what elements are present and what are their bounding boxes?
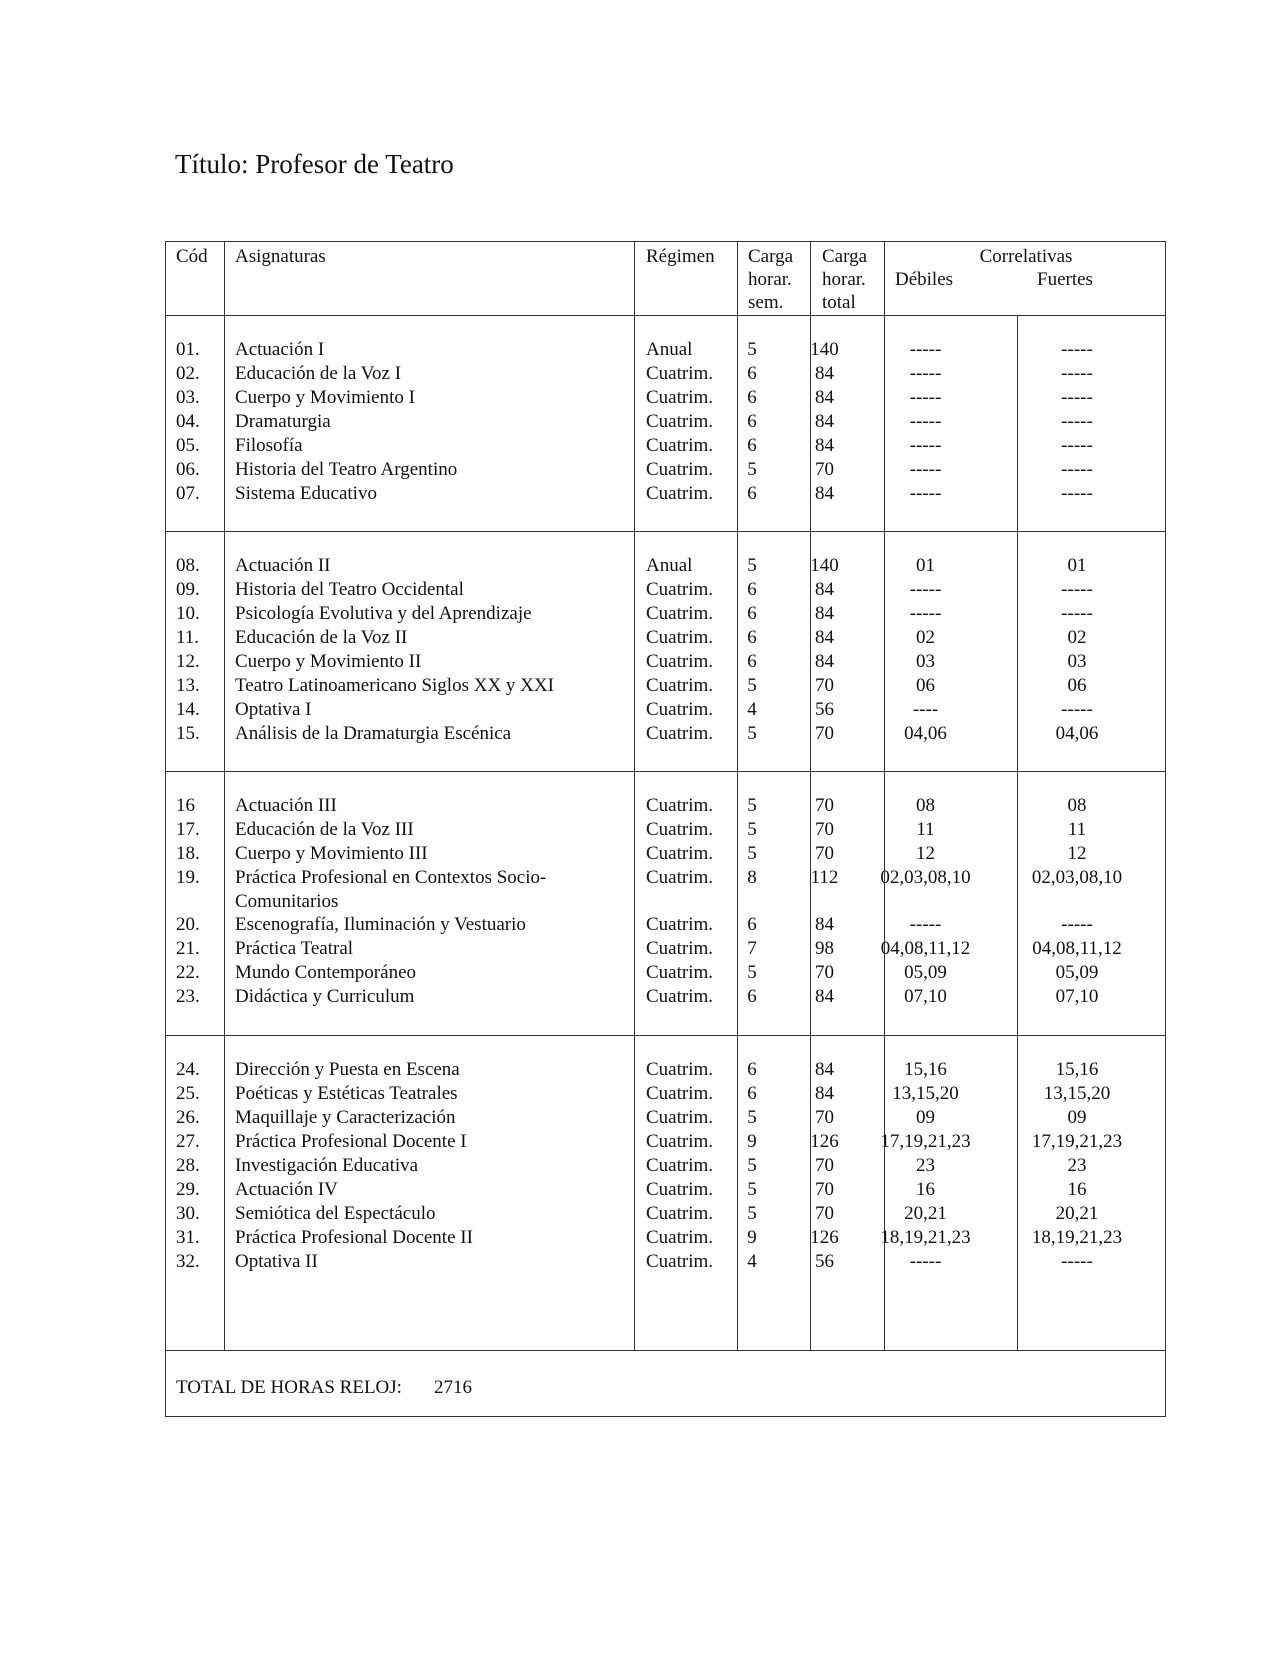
cell-regimen: Cuatrim. — [646, 651, 714, 672]
cell-asignatura: Investigación Educativa — [235, 1155, 419, 1176]
cell-fuertes: ----- — [1061, 579, 1093, 600]
table-row — [166, 818, 1167, 842]
cell-fuertes: ----- — [1061, 914, 1093, 935]
cell-carga-total: 70 — [815, 1107, 834, 1128]
cell-carga-total: 70 — [815, 1155, 834, 1176]
cell-fuertes: ----- — [1061, 699, 1093, 720]
cell-cod: 08. — [176, 555, 200, 576]
total-hours-label: TOTAL DE HORAS RELOJ: — [176, 1377, 402, 1398]
cell-asignatura: Didáctica y Curriculum — [235, 986, 415, 1007]
cell-cod: 15. — [176, 723, 200, 744]
cell-debiles: 23 — [916, 1155, 935, 1176]
table-row — [166, 1178, 1167, 1202]
table-row — [166, 602, 1167, 626]
cell-fuertes: 03 — [1067, 651, 1087, 672]
cell-asignatura: Educación de la Voz III — [235, 819, 414, 840]
cell-fuertes: 08 — [1067, 795, 1087, 816]
table-row — [166, 410, 1167, 434]
section-year-2 — [166, 554, 1167, 746]
cell-cod: 20. — [176, 914, 200, 935]
cell-carga-sem: 6 — [747, 363, 757, 384]
cell-carga-total: 84 — [815, 651, 834, 672]
header-asignaturas: Asignaturas — [235, 246, 326, 267]
section-year-3 — [166, 794, 1167, 1009]
cell-cod: 29. — [176, 1179, 200, 1200]
cell-regimen: Cuatrim. — [646, 986, 714, 1007]
cell-cod: 04. — [176, 411, 200, 432]
cell-debiles: ----- — [909, 459, 942, 480]
cell-asignatura: Práctica Profesional Docente I — [235, 1131, 467, 1152]
cell-carga-sem: 9 — [747, 1227, 757, 1248]
table-row — [166, 338, 1167, 362]
section-divider-2 — [166, 771, 1166, 772]
cell-fuertes: 23 — [1067, 1155, 1087, 1176]
cell-debiles: 04,06 — [904, 723, 947, 744]
cell-carga-sem: 6 — [747, 435, 757, 456]
cell-regimen: Cuatrim. — [646, 723, 714, 744]
cell-asignatura: Cuerpo y Movimiento III — [235, 843, 428, 864]
cell-carga-total: 84 — [815, 363, 834, 384]
table-row — [166, 578, 1167, 602]
table-row — [166, 458, 1167, 482]
cell-asignatura: Actuación IV — [235, 1179, 338, 1200]
cell-regimen: Cuatrim. — [646, 843, 714, 864]
cell-regimen: Cuatrim. — [646, 938, 714, 959]
cell-debiles: 12 — [916, 843, 935, 864]
cell-carga-sem: 6 — [747, 1059, 757, 1080]
cell-cod: 17. — [176, 819, 200, 840]
cell-carga-total: 56 — [815, 1251, 834, 1272]
cell-carga-sem: 5 — [747, 1203, 757, 1224]
cell-debiles: ----- — [909, 483, 942, 504]
table-row — [166, 674, 1167, 698]
cell-debiles: ----- — [909, 435, 942, 456]
cell-fuertes: 18,19,21,23 — [1031, 1227, 1123, 1248]
cell-regimen: Cuatrim. — [646, 1131, 714, 1152]
cell-regimen: Anual — [646, 339, 693, 360]
total-hours — [176, 1376, 472, 1400]
cell-debiles: ----- — [909, 363, 942, 384]
cell-asignatura: Actuación I — [235, 339, 325, 360]
cell-asignatura: Optativa II — [235, 1251, 318, 1272]
cell-carga-sem: 5 — [747, 1155, 757, 1176]
cell-asignatura: Psicología Evolutiva y del Aprendizaje — [235, 603, 532, 624]
cell-cod: 14. — [176, 699, 200, 720]
cell-debiles: 06 — [916, 675, 935, 696]
table-row — [166, 650, 1167, 674]
cell-debiles: ----- — [909, 339, 942, 360]
cell-regimen: Cuatrim. — [646, 435, 714, 456]
cell-debiles: 02 — [916, 627, 935, 648]
table-row — [166, 362, 1167, 386]
table-row — [166, 554, 1167, 578]
cell-asignatura: Práctica Profesional Docente II — [235, 1227, 473, 1248]
cell-debiles: ---- — [912, 699, 939, 720]
cell-regimen: Cuatrim. — [646, 1155, 714, 1176]
cell-debiles: 03 — [916, 651, 935, 672]
header-carga-sem: Carga horar. sem. — [748, 246, 794, 313]
cell-asignatura: Dramaturgia — [235, 411, 331, 432]
section-divider-1 — [166, 531, 1166, 532]
table-row — [166, 386, 1167, 410]
cell-regimen: Cuatrim. — [646, 1059, 714, 1080]
cell-cod: 06. — [176, 459, 200, 480]
cell-carga-total: 70 — [815, 795, 834, 816]
cell-carga-total: 126 — [810, 1227, 839, 1248]
cell-carga-sem: 6 — [747, 387, 757, 408]
cell-debiles: ----- — [909, 411, 942, 432]
cell-asignatura: Actuación III — [235, 795, 337, 816]
cell-fuertes: 07,10 — [1055, 986, 1099, 1007]
cell-cod: 32. — [176, 1251, 200, 1272]
cell-regimen: Cuatrim. — [646, 867, 714, 888]
cell-carga-total: 140 — [810, 555, 839, 576]
cell-cod: 12. — [176, 651, 200, 672]
cell-debiles: 15,16 — [904, 1059, 947, 1080]
cell-debiles: ----- — [909, 603, 942, 624]
cell-regimen: Cuatrim. — [646, 1203, 714, 1224]
cell-carga-sem: 7 — [747, 938, 757, 959]
cell-regimen: Cuatrim. — [646, 962, 714, 983]
cell-carga-sem: 5 — [747, 459, 757, 480]
cell-debiles: 07,10 — [904, 986, 947, 1007]
cell-carga-sem: 9 — [747, 1131, 757, 1152]
cell-debiles: 13,15,20 — [892, 1083, 959, 1104]
cell-fuertes: 09 — [1067, 1107, 1087, 1128]
cell-cod: 23. — [176, 986, 200, 1007]
cell-cod: 18. — [176, 843, 200, 864]
table-row — [166, 794, 1167, 818]
cell-asignatura: Maquillaje y Caracterización — [235, 1107, 456, 1128]
cell-carga-total: 70 — [815, 819, 834, 840]
table-row — [166, 913, 1167, 937]
section-divider-3 — [166, 1035, 1166, 1036]
cell-cod: 30. — [176, 1203, 200, 1224]
cell-carga-sem: 5 — [747, 555, 757, 576]
cell-carga-sem: 6 — [747, 986, 757, 1007]
cell-carga-total: 70 — [815, 459, 834, 480]
cell-fuertes: 11 — [1067, 819, 1087, 840]
cell-regimen: Cuatrim. — [646, 387, 714, 408]
cell-carga-total: 70 — [815, 843, 834, 864]
cell-cod: 03. — [176, 387, 200, 408]
cell-carga-sem: 5 — [747, 819, 757, 840]
table-row — [166, 842, 1167, 866]
cell-cod: 22. — [176, 962, 200, 983]
cell-fuertes: ----- — [1061, 603, 1093, 624]
table-row — [166, 698, 1167, 722]
cell-cod: 21. — [176, 938, 200, 959]
table-row — [166, 626, 1167, 650]
header-debiles: Débiles — [895, 269, 954, 290]
table-row — [166, 1082, 1167, 1106]
cell-cod: 31. — [176, 1227, 200, 1248]
cell-carga-total: 70 — [815, 675, 834, 696]
cell-carga-total: 84 — [815, 387, 834, 408]
cell-carga-sem: 6 — [747, 411, 757, 432]
cell-regimen: Cuatrim. — [646, 603, 714, 624]
table-row — [166, 722, 1167, 746]
cell-asignatura: Sistema Educativo — [235, 483, 377, 504]
cell-carga-sem: 6 — [747, 1083, 757, 1104]
cell-cod: 02. — [176, 363, 200, 384]
cell-debiles: 18,19,21,23 — [880, 1227, 971, 1248]
header-cod: Cód — [176, 246, 208, 267]
cell-fuertes: 13,15,20 — [1043, 1083, 1111, 1104]
cell-carga-total: 84 — [815, 914, 834, 935]
cell-carga-total: 84 — [815, 579, 834, 600]
table-row — [166, 1202, 1167, 1226]
cell-carga-sem: 5 — [747, 1179, 757, 1200]
cell-carga-total: 84 — [815, 483, 834, 504]
cell-carga-sem: 6 — [747, 651, 757, 672]
cell-carga-sem: 6 — [747, 627, 757, 648]
cell-debiles: 01 — [916, 555, 935, 576]
cell-carga-total: 56 — [815, 699, 834, 720]
cell-asignatura: Optativa I — [235, 699, 312, 720]
cell-carga-sem: 5 — [747, 1107, 757, 1128]
cell-carga-total: 84 — [815, 1083, 834, 1104]
cell-cod: 25. — [176, 1083, 200, 1104]
cell-debiles: 17,19,21,23 — [880, 1131, 971, 1152]
cell-carga-sem: 6 — [747, 579, 757, 600]
cell-cod: 16 — [176, 795, 195, 816]
table-row — [166, 1226, 1167, 1250]
section-year-1 — [166, 338, 1167, 506]
cell-asignatura: Análisis de la Dramaturgia Escénica — [235, 723, 512, 744]
cell-regimen: Cuatrim. — [646, 675, 714, 696]
cell-carga-total: 70 — [815, 1179, 834, 1200]
cell-regimen: Cuatrim. — [646, 411, 714, 432]
table-row — [166, 434, 1167, 458]
cell-carga-total: 84 — [815, 435, 834, 456]
cell-asignatura: Práctica Profesional en Contextos Socio-Comunitarios — [235, 867, 547, 912]
cell-cod: 09. — [176, 579, 200, 600]
cell-asignatura: Práctica Teatral — [235, 938, 354, 959]
cell-regimen: Cuatrim. — [646, 1179, 714, 1200]
study-plan-table — [165, 241, 1166, 1417]
cell-carga-sem: 4 — [747, 1251, 757, 1272]
cell-cod: 24. — [176, 1059, 200, 1080]
cell-carga-total: 140 — [810, 339, 839, 360]
cell-regimen: Anual — [646, 555, 693, 576]
cell-debiles: 20,21 — [904, 1203, 947, 1224]
table-row — [166, 1154, 1167, 1178]
cell-carga-sem: 5 — [747, 795, 757, 816]
cell-debiles: 02,03,08,10 — [880, 867, 971, 888]
table-row — [166, 937, 1167, 961]
cell-regimen: Cuatrim. — [646, 1107, 714, 1128]
cell-fuertes: 17,19,21,23 — [1031, 1131, 1123, 1152]
cell-fuertes: ----- — [1061, 387, 1093, 408]
cell-carga-total: 84 — [815, 1059, 834, 1080]
cell-carga-total: 84 — [815, 986, 834, 1007]
cell-fuertes: 01 — [1067, 555, 1087, 576]
cell-carga-sem: 8 — [747, 867, 757, 888]
cell-carga-total: 126 — [810, 1131, 839, 1152]
cell-fuertes: ----- — [1061, 363, 1093, 384]
cell-regimen: Cuatrim. — [646, 483, 714, 504]
cell-fuertes: 04,06 — [1055, 723, 1099, 744]
cell-cod: 11. — [176, 627, 200, 648]
cell-fuertes: ----- — [1061, 339, 1093, 360]
table-row — [166, 985, 1167, 1009]
cell-regimen: Cuatrim. — [646, 699, 714, 720]
cell-carga-total: 70 — [815, 962, 834, 983]
table-row — [166, 482, 1167, 506]
cell-asignatura: Teatro Latinoamericano Siglos XX y XXI — [235, 675, 554, 696]
cell-fuertes: ----- — [1061, 459, 1093, 480]
cell-debiles: ----- — [909, 914, 942, 935]
cell-fuertes: 06 — [1067, 675, 1087, 696]
cell-debiles: 04,08,11,12 — [880, 938, 971, 959]
footer-divider — [166, 1350, 1166, 1351]
header-divider — [166, 315, 1166, 316]
cell-regimen: Cuatrim. — [646, 459, 714, 480]
cell-regimen: Cuatrim. — [646, 1083, 714, 1104]
total-hours-value: 2716 — [433, 1377, 472, 1398]
cell-carga-total: 84 — [815, 603, 834, 624]
header-carga-total: Carga horar. total — [822, 246, 868, 313]
cell-asignatura: Historia del Teatro Argentino — [235, 459, 458, 480]
cell-fuertes: 20,21 — [1055, 1203, 1099, 1224]
cell-carga-sem: 6 — [747, 483, 757, 504]
cell-cod: 07. — [176, 483, 200, 504]
cell-asignatura: Dirección y Puesta en Escena — [235, 1059, 460, 1080]
cell-fuertes: 12 — [1067, 843, 1087, 864]
cell-debiles: 09 — [916, 1107, 935, 1128]
cell-asignatura: Filosofía — [235, 435, 303, 456]
cell-debiles: 16 — [916, 1179, 935, 1200]
cell-cod: 01. — [176, 339, 200, 360]
cell-debiles: ----- — [909, 387, 942, 408]
cell-asignatura: Cuerpo y Movimiento II — [235, 651, 422, 672]
cell-fuertes: ----- — [1061, 483, 1093, 504]
cell-fuertes: 02 — [1067, 627, 1087, 648]
cell-cod: 10. — [176, 603, 200, 624]
table-row — [166, 1058, 1167, 1082]
table-row — [166, 1130, 1167, 1154]
cell-carga-total: 112 — [810, 867, 839, 888]
cell-asignatura: Cuerpo y Movimiento I — [235, 387, 415, 408]
cell-debiles: ----- — [909, 1251, 942, 1272]
cell-debiles: 05,09 — [904, 962, 947, 983]
cell-cod: 05. — [176, 435, 200, 456]
cell-regimen: Cuatrim. — [646, 1227, 714, 1248]
cell-asignatura: Educación de la Voz I — [235, 363, 402, 384]
cell-fuertes: ----- — [1061, 1251, 1093, 1272]
cell-asignatura: Educación de la Voz II — [235, 627, 408, 648]
cell-asignatura: Semiótica del Espectáculo — [235, 1203, 436, 1224]
cell-asignatura: Poéticas y Estéticas Teatrales — [235, 1083, 458, 1104]
cell-carga-sem: 6 — [747, 914, 757, 935]
cell-carga-total: 84 — [815, 411, 834, 432]
cell-fuertes: 15,16 — [1055, 1059, 1099, 1080]
header-correlativas: Correlativas — [979, 246, 1073, 267]
cell-regimen: Cuatrim. — [646, 819, 714, 840]
cell-carga-sem: 4 — [747, 699, 757, 720]
cell-carga-sem: 5 — [747, 843, 757, 864]
cell-cod: 13. — [176, 675, 200, 696]
cell-debiles: ----- — [909, 579, 942, 600]
cell-carga-sem: 5 — [747, 962, 757, 983]
cell-fuertes: 05,09 — [1055, 962, 1099, 983]
cell-fuertes: ----- — [1061, 411, 1093, 432]
cell-carga-total: 70 — [815, 1203, 834, 1224]
cell-regimen: Cuatrim. — [646, 795, 714, 816]
cell-cod: 28. — [176, 1155, 200, 1176]
table-row — [166, 866, 1167, 913]
cell-debiles: 08 — [916, 795, 935, 816]
cell-asignatura: Mundo Contemporáneo — [235, 962, 417, 983]
cell-carga-sem: 6 — [747, 603, 757, 624]
cell-asignatura: Escenografía, Iluminación y Vestuario — [235, 914, 526, 935]
cell-carga-total: 98 — [815, 938, 834, 959]
cell-regimen: Cuatrim. — [646, 914, 714, 935]
cell-asignatura: Actuación II — [235, 555, 331, 576]
cell-fuertes: ----- — [1061, 435, 1093, 456]
cell-carga-total: 84 — [815, 627, 834, 648]
cell-carga-total: 70 — [815, 723, 834, 744]
cell-cod: 27. — [176, 1131, 200, 1152]
cell-cod: 19. — [176, 867, 200, 888]
cell-regimen: Cuatrim. — [646, 1251, 714, 1272]
document-title: Título: Profesor de Teatro — [175, 149, 454, 179]
cell-regimen: Cuatrim. — [646, 579, 714, 600]
cell-carga-sem: 5 — [747, 675, 757, 696]
table-row — [166, 1250, 1167, 1274]
cell-fuertes: 16 — [1067, 1179, 1087, 1200]
cell-carga-sem: 5 — [747, 723, 757, 744]
cell-regimen: Cuatrim. — [646, 627, 714, 648]
cell-regimen: Cuatrim. — [646, 363, 714, 384]
table-row — [166, 1106, 1167, 1130]
cell-cod: 26. — [176, 1107, 200, 1128]
cell-debiles: 11 — [916, 819, 935, 840]
header-fuertes: Fuertes — [1037, 269, 1093, 290]
cell-carga-sem: 5 — [747, 339, 757, 360]
section-year-4 — [166, 1058, 1167, 1274]
header-regimen: Régimen — [646, 246, 715, 267]
table-row — [166, 961, 1167, 985]
cell-asignatura: Historia del Teatro Occidental — [235, 579, 464, 600]
cell-fuertes: 02,03,08,10 — [1031, 867, 1123, 888]
cell-fuertes: 04,08,11,12 — [1032, 938, 1122, 959]
